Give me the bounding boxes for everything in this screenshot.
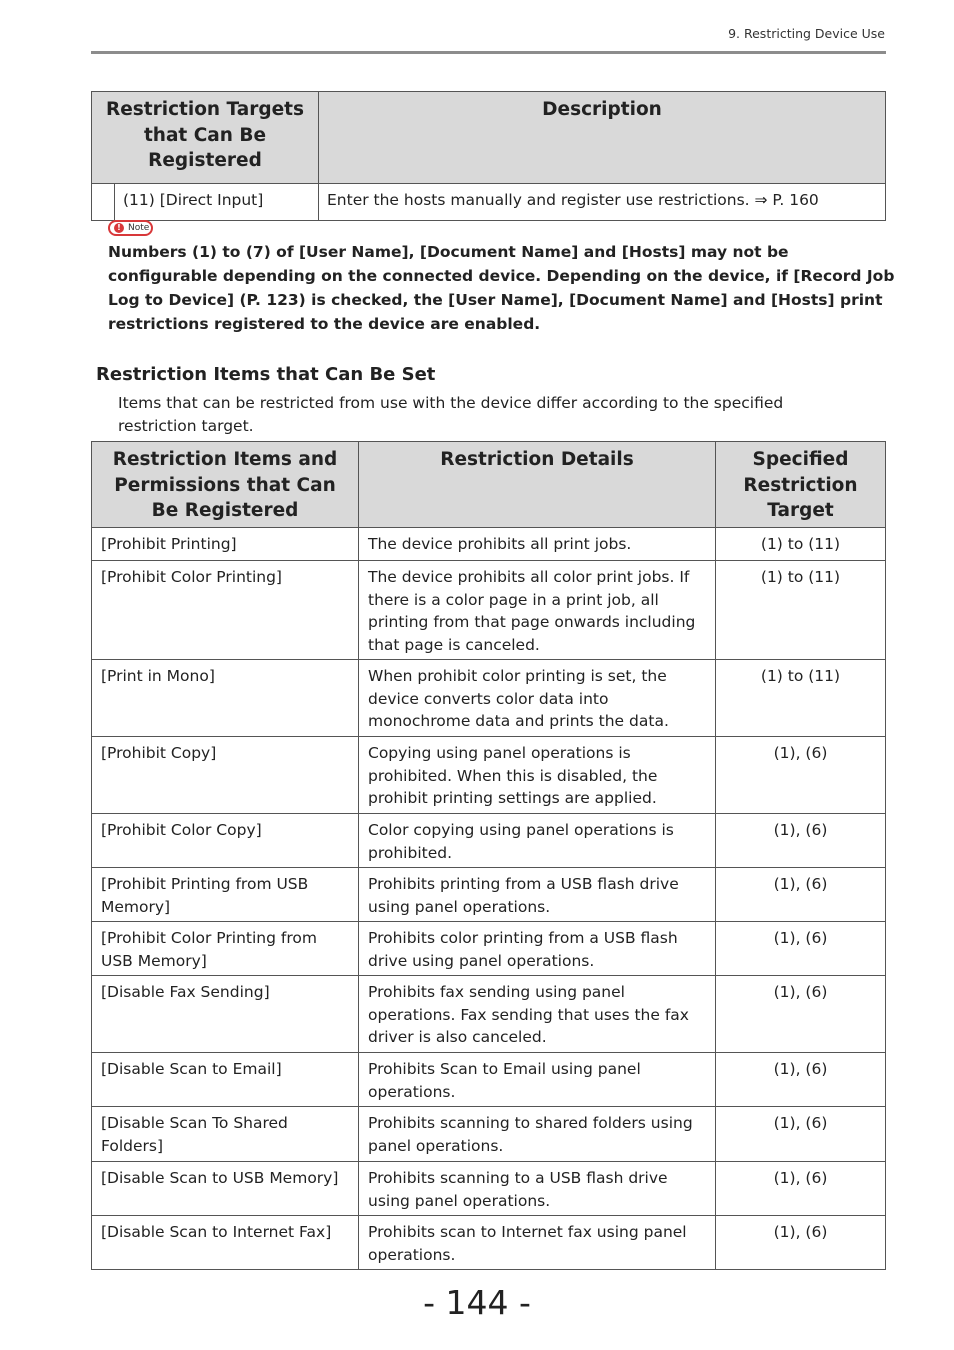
target-cell: (1) to (11) <box>716 561 886 660</box>
table-row <box>92 1216 886 1270</box>
note-badge <box>108 220 153 236</box>
item-cell: [Prohibit Copy] <box>92 737 359 814</box>
target-cell: (1), (6) <box>716 1053 886 1107</box>
note-text: Numbers (1) to (7) of [User Name], [Document Name] and [Hosts] may not be configurable depending on the connected device. Depending on the device, if [Record Job Log to Device] (P. 123) is checked, the [User Name], [Document Name] and [Hosts] print restrictions registered to the device are enabled. <box>108 243 895 333</box>
targets-header-target: Restriction Targets that Can Be Registered <box>92 92 319 184</box>
target-cell: (1), (6) <box>716 922 886 976</box>
items-header-target: Specified Restriction Target <box>716 442 886 528</box>
target-cell: (1), (6) <box>716 1107 886 1162</box>
item-cell: [Disable Scan to Email] <box>92 1053 359 1107</box>
section-title: Restriction Items that Can Be Set <box>96 364 436 385</box>
table-row <box>92 1107 886 1162</box>
target-cell: (1), (6) <box>716 814 886 868</box>
restriction-targets-table <box>91 91 886 221</box>
item-cell: [Print in Mono] <box>92 660 359 737</box>
table-row <box>92 868 886 922</box>
details-cell: Prohibits scanning to shared folders using panel operations. <box>359 1107 716 1162</box>
target-cell: (1), (6) <box>716 1162 886 1216</box>
details-cell: The device prohibits all color print jobs. If there is a color page in a print job, all printing from that page onwards including that page is canceled. <box>359 561 716 660</box>
target-cell: (1), (6) <box>716 868 886 922</box>
restriction-items-table <box>91 441 886 1270</box>
details-cell: When prohibit color printing is set, the device converts color data into monochrome data and prints the data. <box>359 660 716 737</box>
item-cell: [Disable Scan to Internet Fax] <box>92 1216 359 1270</box>
page-number: - 144 - <box>423 1283 531 1322</box>
details-cell: Prohibits scanning to a USB flash drive using panel operations. <box>359 1162 716 1216</box>
details-cell: The device prohibits all print jobs. <box>359 528 716 561</box>
details-cell: Prohibits Scan to Email using panel operations. <box>359 1053 716 1107</box>
target-cell: (1), (6) <box>716 1216 886 1270</box>
item-cell: [Disable Fax Sending] <box>92 976 359 1053</box>
description-cell: Enter the hosts manually and register use restrictions. ⇒ P. 160 <box>319 184 886 221</box>
details-cell: Prohibits color printing from a USB flash drive using panel operations. <box>359 922 716 976</box>
table-row <box>92 660 886 737</box>
targets-header-description: Description <box>319 92 886 184</box>
details-cell: Color copying using panel operations is prohibited. <box>359 814 716 868</box>
item-cell: [Prohibit Color Copy] <box>92 814 359 868</box>
item-cell: [Disable Scan To Shared Folders] <box>92 1107 359 1162</box>
table-row <box>92 1053 886 1107</box>
table-row <box>92 184 886 221</box>
details-cell: Copying using panel operations is prohibited. When this is disabled, the prohibit printing settings are applied. <box>359 737 716 814</box>
details-cell: Prohibits scan to Internet fax using panel operations. <box>359 1216 716 1270</box>
item-cell: [Prohibit Color Printing from USB Memory] <box>92 922 359 976</box>
target-cell: (1), (6) <box>716 737 886 814</box>
section-intro: Items that can be restricted from use with the device differ according to the specified restriction target. <box>118 394 784 435</box>
table-row <box>92 814 886 868</box>
item-cell: [Prohibit Printing from USB Memory] <box>92 868 359 922</box>
exclamation-icon: ! <box>114 223 124 233</box>
items-header-details: Restriction Details <box>359 442 716 528</box>
item-cell: [Disable Scan to USB Memory] <box>92 1162 359 1216</box>
target-cell: (11) [Direct Input] <box>115 184 319 221</box>
header-rule <box>91 51 886 54</box>
details-cell: Prohibits fax sending using panel operations. Fax sending that uses the fax driver is also canceled. <box>359 976 716 1053</box>
note-badge-label: Note <box>128 223 150 233</box>
item-cell: [Prohibit Color Printing] <box>92 561 359 660</box>
target-cell: (1), (6) <box>716 976 886 1053</box>
target-cell: (1) to (11) <box>716 528 886 561</box>
table-row <box>92 922 886 976</box>
items-header-item: Restriction Items and Permissions that Can Be Registered <box>92 442 359 528</box>
details-cell: Prohibits printing from a USB flash drive using panel operations. <box>359 868 716 922</box>
chapter-header: 9. Restricting Device Use <box>728 26 885 41</box>
table-row <box>92 561 886 660</box>
target-cell: (1) to (11) <box>716 660 886 737</box>
table-row <box>92 528 886 561</box>
indent-cell <box>92 184 115 221</box>
table-row <box>92 976 886 1053</box>
table-row <box>92 1162 886 1216</box>
item-cell: [Prohibit Printing] <box>92 528 359 561</box>
table-row <box>92 737 886 814</box>
